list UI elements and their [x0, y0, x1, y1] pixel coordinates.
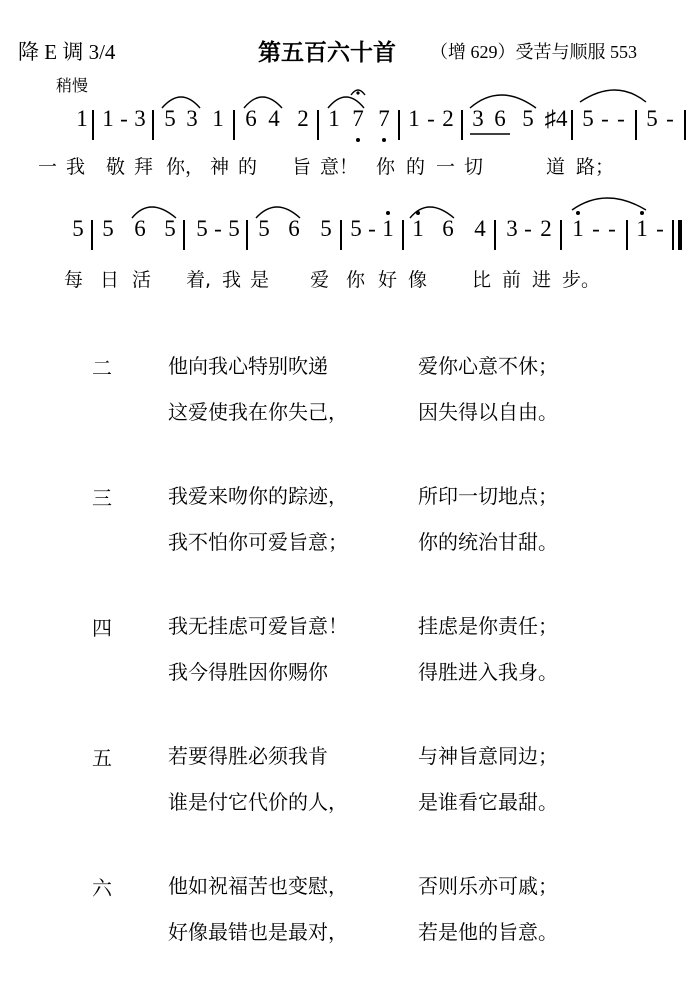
- high-octave-dot: [386, 211, 390, 215]
- lyric: 每: [64, 269, 84, 291]
- lyric: 着,: [186, 269, 212, 291]
- note: 6: [494, 106, 506, 131]
- note: 1: [102, 106, 114, 131]
- note: 3: [472, 106, 484, 131]
- fermata-dot: [356, 91, 359, 94]
- lyric: 意！: [320, 156, 359, 178]
- tie: [580, 90, 646, 102]
- barline: [571, 110, 573, 140]
- final-barline-thin: [672, 220, 674, 250]
- note: 3: [134, 106, 146, 131]
- verse-number: 三: [92, 486, 112, 510]
- barline: [233, 110, 235, 140]
- note: 6: [288, 216, 300, 241]
- note: 7: [378, 106, 390, 131]
- note: 5: [228, 216, 240, 241]
- note: 5: [196, 216, 208, 241]
- dash: -: [656, 216, 664, 241]
- verse-line: 因失得以自由。: [418, 400, 558, 424]
- tie: [572, 198, 646, 210]
- music-line-1: [0, 106, 700, 146]
- note: 6: [134, 216, 146, 241]
- dash: -: [608, 216, 616, 241]
- lyric: 的: [238, 156, 258, 178]
- lyric: 切: [464, 156, 484, 178]
- note: 5: [320, 216, 332, 241]
- verse-line: 挂虑是你责任；: [418, 614, 558, 638]
- lyrics-line-2: [0, 265, 700, 295]
- barline: [246, 220, 248, 250]
- lyric: 旨: [292, 156, 312, 178]
- barline: [494, 220, 496, 250]
- lyric: 路；: [576, 156, 615, 178]
- lyric: 是: [250, 269, 270, 291]
- note: 1: [636, 216, 648, 241]
- dash: -: [601, 106, 609, 131]
- lyrics-line-1: [0, 152, 700, 182]
- lyric: 活: [132, 269, 152, 291]
- dash: -: [666, 106, 674, 131]
- final-barline-thick: [678, 220, 682, 250]
- note: 5: [258, 216, 270, 241]
- lyric: 敬: [106, 156, 126, 178]
- note: 2: [297, 106, 309, 131]
- lyric: 拜: [134, 156, 154, 178]
- verse-line: 若是他的旨意。: [418, 920, 558, 944]
- dash: -: [617, 106, 625, 131]
- lyric: 你: [376, 156, 396, 178]
- verse-line: 是谁看它最甜。: [418, 790, 558, 814]
- barline: [91, 220, 93, 250]
- note: 1: [212, 106, 224, 131]
- verse-line: 所印一切地点；: [418, 484, 558, 508]
- verse-line: 得胜进入我身。: [418, 660, 558, 684]
- hymn-subtitle: （增 629）受苦与顺服 553: [430, 42, 637, 62]
- note: 5: [646, 106, 658, 131]
- high-octave-dot: [576, 211, 580, 215]
- verse-line: 与神旨意同边；: [418, 744, 558, 768]
- lyric: 道: [546, 156, 566, 178]
- barline: [402, 220, 404, 250]
- verse-line: 这爱使我在你失己，: [168, 400, 348, 424]
- barline: [152, 110, 154, 140]
- note: 6: [245, 106, 257, 131]
- lyric: 你: [346, 269, 366, 291]
- verse-number: 二: [92, 356, 112, 380]
- lyric: 像: [408, 269, 428, 291]
- tempo-marking: 稍慢: [56, 76, 89, 95]
- barline: [92, 110, 94, 140]
- high-octave-dot: [416, 211, 420, 215]
- verse-line: 我今得胜因你赐你: [168, 660, 328, 684]
- note: 1: [412, 216, 424, 241]
- verse-line: 好像最错也是最对，: [168, 920, 348, 944]
- dash: -: [524, 216, 532, 241]
- note: 5: [350, 216, 362, 241]
- lyric: 的: [406, 156, 426, 178]
- note: 2: [442, 106, 454, 131]
- lyric: 你，: [166, 156, 205, 178]
- note: 7: [352, 106, 364, 131]
- dash: -: [368, 216, 376, 241]
- verse-line: 我无挂虑可爱旨意！: [168, 614, 348, 638]
- dash: -: [592, 216, 600, 241]
- lyric: 日: [100, 269, 120, 291]
- verse-line: 他向我心特别吹递: [168, 354, 328, 378]
- note: 1: [408, 106, 420, 131]
- verse-number: 六: [92, 876, 112, 900]
- music-line-2: [0, 216, 700, 256]
- barline: [461, 110, 463, 140]
- barline: [626, 220, 628, 250]
- note: 5: [164, 216, 176, 241]
- lyric: 我: [66, 156, 86, 178]
- barline: [398, 110, 400, 140]
- verse-number: 四: [92, 616, 112, 640]
- barline: [684, 110, 686, 140]
- lyric: 爱: [310, 269, 330, 291]
- lyric: 步。: [562, 269, 601, 291]
- hymn-title: 第五百六十首: [258, 40, 396, 66]
- note: 1: [382, 216, 394, 241]
- lyric: 进: [532, 269, 552, 291]
- note: 6: [442, 216, 454, 241]
- note: 4: [474, 216, 486, 241]
- dash: -: [120, 106, 128, 131]
- lyric: 好: [378, 269, 398, 291]
- lyric: 比: [472, 269, 492, 291]
- note: 5: [72, 216, 84, 241]
- note: 1: [328, 106, 340, 131]
- verse-line: 你的统治甘甜。: [418, 530, 558, 554]
- dash: -: [214, 216, 222, 241]
- note: 3: [506, 216, 518, 241]
- verse-line: 谁是付它代价的人，: [168, 790, 348, 814]
- key-signature: 降 E 调 3/4: [18, 40, 116, 64]
- verse-line: 爱你心意不休；: [418, 354, 558, 378]
- verse-line: 我爱来吻你的踪迹，: [168, 484, 348, 508]
- dash: -: [427, 106, 435, 131]
- verse-number: 五: [92, 746, 112, 770]
- note: 5: [102, 216, 114, 241]
- lyric: 前: [502, 269, 522, 291]
- verse-line: 否则乐亦可戚；: [418, 874, 558, 898]
- barline: [560, 220, 562, 250]
- note: 5: [164, 106, 176, 131]
- note: 5: [522, 106, 534, 131]
- verse-line: 他如祝福苦也变慰，: [168, 874, 348, 898]
- note: 4: [268, 106, 280, 131]
- note: ♯4: [544, 106, 568, 131]
- fermata-arc: [351, 90, 365, 95]
- lyric: 一: [38, 156, 58, 178]
- note: 1: [572, 216, 584, 241]
- note: 1: [76, 106, 88, 131]
- barline: [340, 220, 342, 250]
- note: 2: [540, 216, 552, 241]
- high-octave-dot: [640, 211, 644, 215]
- verse-line: 我不怕你可爱旨意；: [168, 530, 348, 554]
- barline: [635, 110, 637, 140]
- lyric: 我: [222, 269, 242, 291]
- verse-line: 若要得胜必须我肯: [168, 744, 328, 768]
- note: 5: [582, 106, 594, 131]
- lyric: 一: [436, 156, 456, 178]
- note: 3: [186, 106, 198, 131]
- lyric: 神: [210, 156, 230, 178]
- barline: [317, 110, 319, 140]
- barline: [183, 220, 185, 250]
